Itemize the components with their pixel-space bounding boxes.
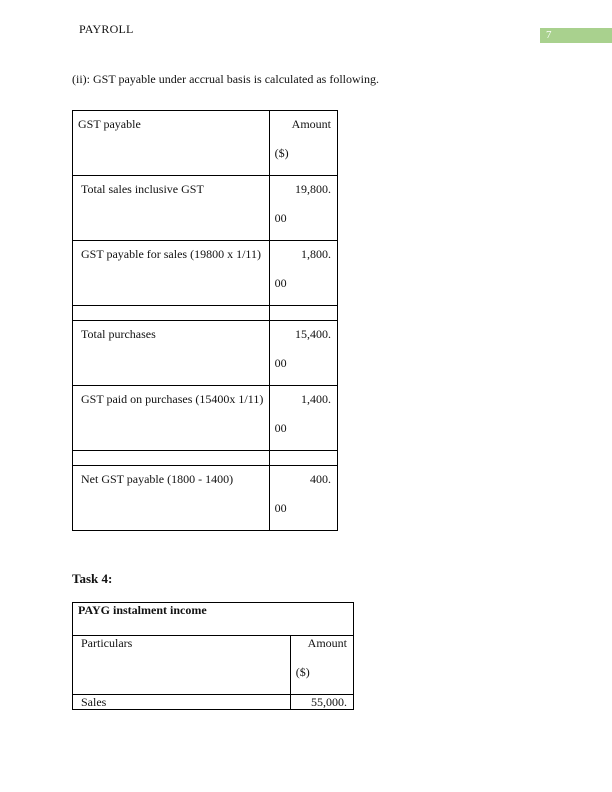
blank-cell bbox=[73, 306, 270, 321]
row-amount bbox=[269, 386, 337, 451]
amount-line1: 400. bbox=[310, 472, 331, 486]
page-number: 7 bbox=[540, 28, 612, 43]
row-amount bbox=[269, 241, 337, 306]
amount-header-line2: ($) bbox=[295, 665, 310, 679]
header-amount-cell bbox=[290, 636, 353, 695]
row-label: Sales bbox=[73, 695, 291, 710]
blank-row bbox=[73, 306, 338, 321]
amount-line1: 15,400. bbox=[295, 327, 331, 341]
row-label: GST paid on purchases (15400x 1/11) bbox=[73, 386, 270, 451]
row-label: Net GST payable (1800 - 1400) bbox=[73, 466, 270, 531]
table-title-cell bbox=[73, 603, 354, 636]
gst-payable-table bbox=[72, 110, 338, 531]
table-row bbox=[73, 176, 338, 241]
row-label: Total sales inclusive GST bbox=[73, 176, 270, 241]
payg-instalment-table bbox=[72, 602, 354, 710]
blank-cell bbox=[269, 306, 337, 321]
amount-line2: 00 bbox=[274, 501, 287, 515]
row-label: Total purchases bbox=[73, 321, 270, 386]
amount-line2: 00 bbox=[274, 421, 287, 435]
table-title-row bbox=[73, 603, 354, 636]
table-title: PAYG instalment income bbox=[78, 603, 207, 617]
amount-line1: 1,800. bbox=[301, 247, 331, 261]
intro-paragraph: (ii): GST payable under accrual basis is calculated as following. bbox=[72, 72, 380, 86]
header-amount-cell bbox=[269, 111, 337, 176]
amount-line1: 19,800. bbox=[295, 182, 331, 196]
table-row bbox=[73, 321, 338, 386]
table-header-row bbox=[73, 111, 338, 176]
amount-line2: 00 bbox=[274, 276, 287, 290]
header-label-cell: GST payable bbox=[73, 111, 270, 176]
blank-cell bbox=[269, 451, 337, 466]
amount-header-line1: Amount bbox=[307, 636, 347, 650]
blank-row bbox=[73, 451, 338, 466]
table-header-row bbox=[73, 636, 354, 695]
amount-line2: 00 bbox=[274, 211, 287, 225]
amount-line1: 1,400. bbox=[301, 392, 331, 406]
blank-cell bbox=[73, 451, 270, 466]
table-row bbox=[73, 466, 338, 531]
row-amount bbox=[269, 321, 337, 386]
row-amount bbox=[269, 466, 337, 531]
amount-line2: 00 bbox=[274, 356, 287, 370]
row-amount: 55,000. bbox=[290, 695, 353, 710]
task-heading: Task 4: bbox=[72, 571, 113, 586]
row-amount bbox=[269, 176, 337, 241]
table-row bbox=[73, 241, 338, 306]
amount-header-line2: ($) bbox=[274, 146, 289, 160]
running-header: PAYROLL bbox=[79, 22, 134, 36]
amount-header-line1: Amount bbox=[291, 117, 331, 131]
table-row bbox=[73, 386, 338, 451]
table-row bbox=[73, 695, 354, 710]
header-label-cell: Particulars bbox=[73, 636, 291, 695]
row-label: GST payable for sales (19800 x 1/11) bbox=[73, 241, 270, 306]
